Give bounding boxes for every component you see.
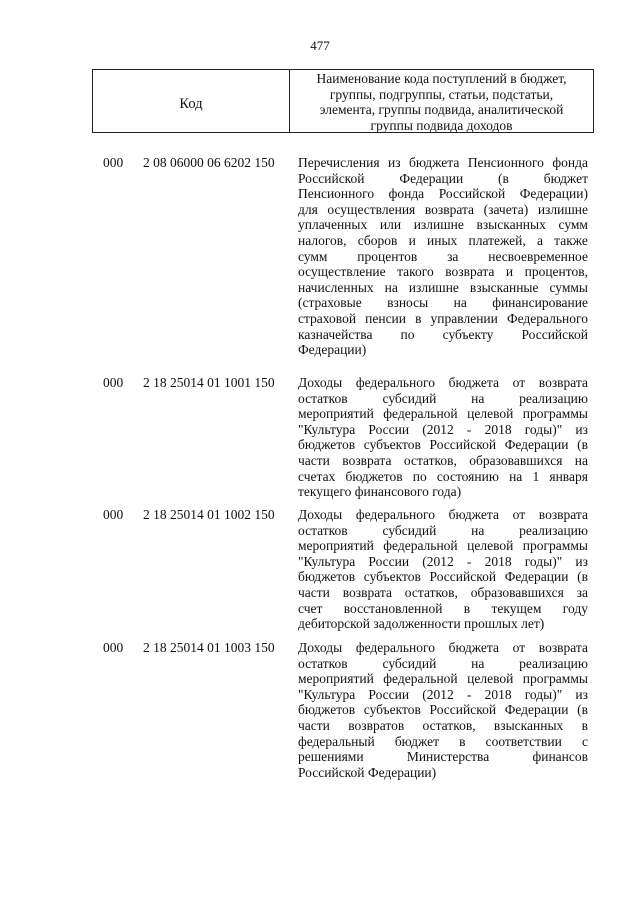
description-line: Федерации) (298, 342, 367, 358)
admin-code: 000 (103, 507, 124, 522)
description-line: Доходы федерального бюджета от возврата (298, 507, 588, 522)
description-line: остатков субсидий на реализацию (298, 655, 588, 671)
description-line: Российской Федерации (в бюджет (298, 170, 588, 186)
income-description (298, 375, 588, 500)
description-line: (страховые взносы на финансирование (298, 295, 588, 311)
header-name-line: группы подвида доходов (370, 117, 513, 133)
admin-code: 000 (103, 640, 124, 655)
description-line: Пенсионного фонда Российской Федерации) (298, 186, 588, 202)
description-line: дебиторской задолженности прошлых лет) (298, 616, 545, 632)
description-line: решениями Министерства финансов (298, 749, 588, 765)
description-line: счетах бюджетов по состоянию на 1 января (298, 468, 588, 484)
description-line: осуществление такого возврата и процентов, (298, 264, 588, 280)
income-description (298, 640, 588, 780)
income-code: 2 08 06000 06 6202 150 (143, 155, 275, 170)
admin-code: 000 (103, 155, 124, 170)
description-line: бюджетов субъектов Российской Федерации (в (298, 702, 588, 718)
admin-code: 000 (103, 375, 124, 390)
header-name-cell (290, 70, 593, 132)
description-line: части возврата остатков, образовавшихся за (298, 584, 588, 600)
description-line: Доходы федерального бюджета от возврата (298, 375, 588, 390)
description-line: остатков субсидий на реализацию (298, 522, 588, 538)
description-line: Перечисления из бюджета Пенсионного фонда (298, 155, 588, 170)
description-line: текущего финансового года) (298, 484, 462, 500)
income-description (298, 507, 588, 632)
description-line: уплаченных или излишне взысканных сумм (298, 217, 588, 233)
description-line: счет восстановленной в текущем году (298, 600, 588, 616)
income-code: 2 18 25014 01 1003 150 (143, 640, 275, 655)
description-line: части возвратов остатков, взысканных в (298, 717, 588, 733)
header-name-line: Наименование кода поступлений в бюджет, (316, 71, 567, 86)
description-line: для осуществления возврата (зачета) излишне (298, 201, 588, 217)
description-line: сумм процентов за несвоевременное (298, 248, 588, 264)
description-line: "Культура России (2012 - 2018 годы)" из (298, 421, 588, 437)
income-description (298, 155, 588, 358)
description-line: остатков субсидий на реализацию (298, 390, 588, 406)
description-line: бюджетов субъектов Российской Федерации (в (298, 569, 588, 585)
description-line: Доходы федерального бюджета от возврата (298, 640, 588, 655)
description-line: бюджетов субъектов Российской Федерации (в (298, 437, 588, 453)
description-line: налогов, сборов и иных платежей, а также (298, 232, 588, 248)
description-line: "Культура России (2012 - 2018 годы)" из (298, 553, 588, 569)
description-line: Российской Федерации) (298, 764, 437, 780)
description-line: начисленных на излишне взысканные суммы (298, 279, 588, 295)
table-header (92, 69, 594, 133)
description-line: страховой пенсии в управлении Федерального (298, 310, 588, 326)
header-code-cell: Код (93, 70, 290, 132)
description-line: мероприятий федеральной целевой программы (298, 538, 588, 554)
header-name-line: группы, подгруппы, статьи, подстатьи, (329, 86, 554, 102)
description-line: части возврата остатков, образовавшихся на (298, 452, 588, 468)
description-line: "Культура России (2012 - 2018 годы)" из (298, 686, 588, 702)
income-code: 2 18 25014 01 1002 150 (143, 507, 275, 522)
header-name-line: элемента, группы подвида, аналитической (319, 102, 564, 117)
description-line: федеральный бюджет в соответствии с (298, 733, 588, 749)
income-code: 2 18 25014 01 1001 150 (143, 375, 275, 390)
description-line: казначейства по субъекту Российской (298, 326, 588, 342)
description-line: мероприятий федеральной целевой программы (298, 406, 588, 422)
description-line: мероприятий федеральной целевой программы (298, 671, 588, 687)
page-number: 477 (310, 38, 330, 53)
